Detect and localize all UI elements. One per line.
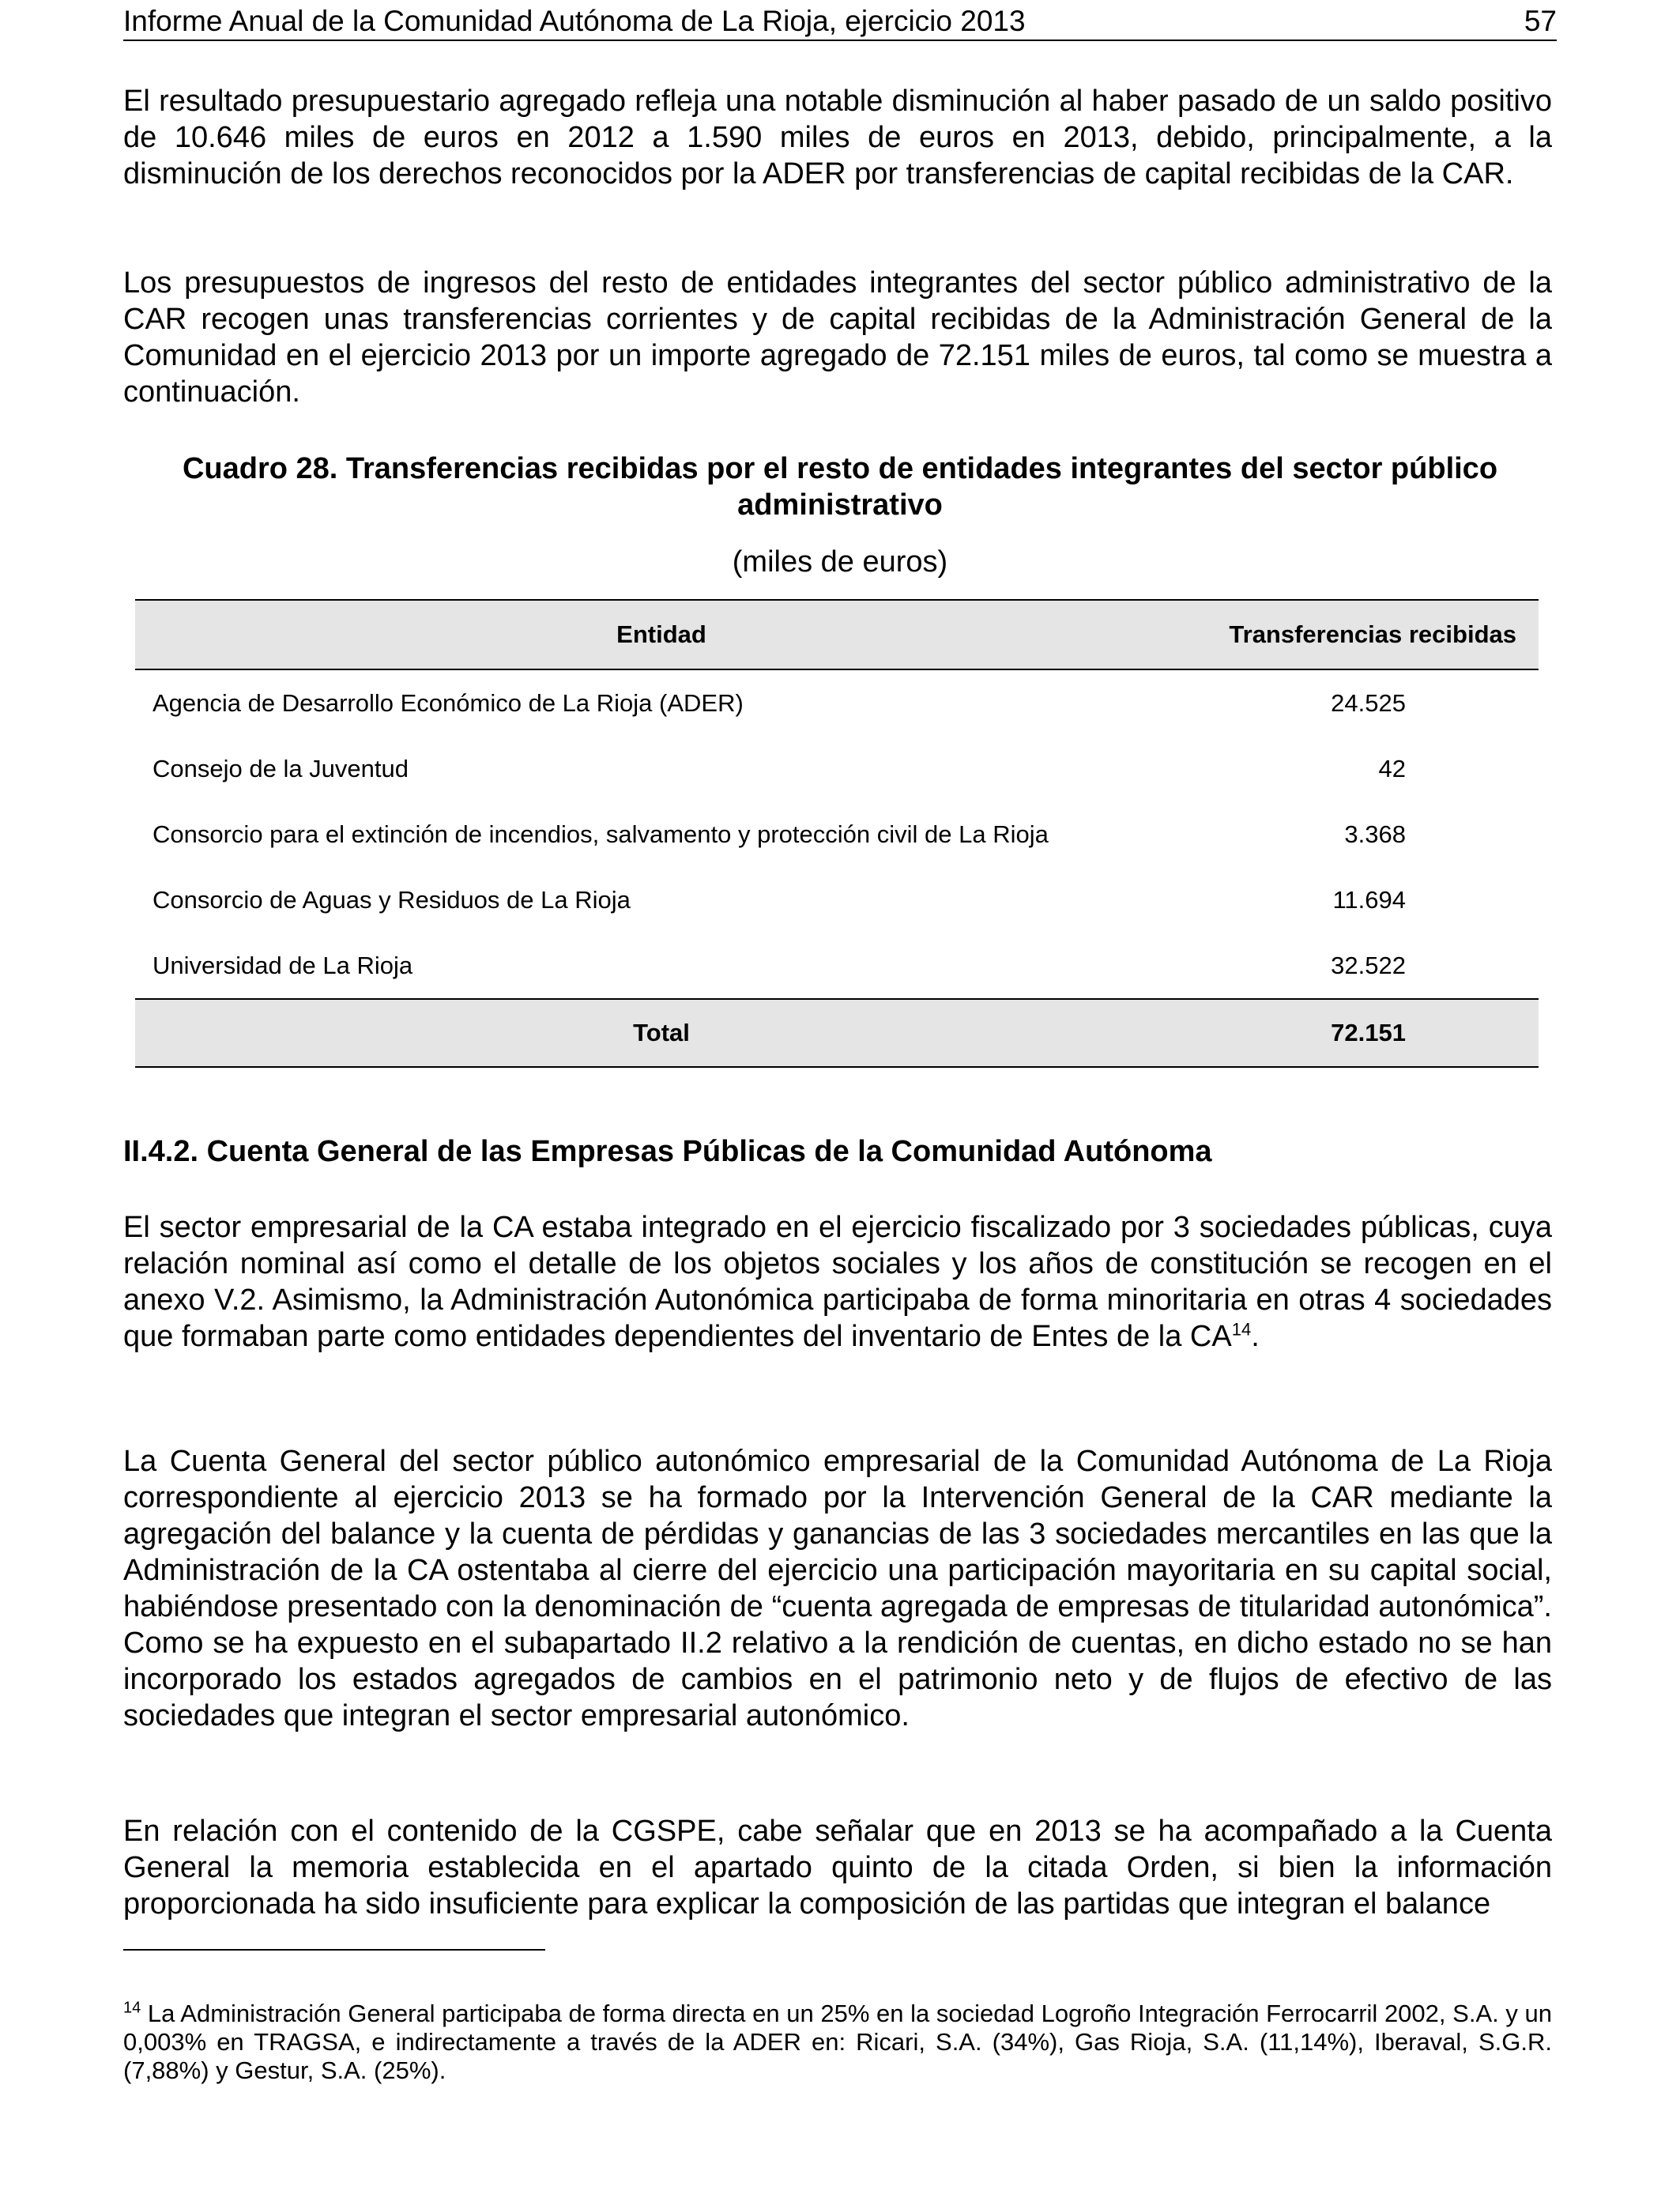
page-header <box>123 2 1557 41</box>
paragraph-text: El sector empresarial de la CA estaba integrado en el ejercicio fiscalizado por 3 sociedades públicas, cuya relación nominal así como el detalle de los objetos sociales y los años de constitución se recogen en el anexo V.2. Asimismo, la Administración Autonómica participaba de forma minoritaria en otras 4 sociedades que formaban parte como entidades dependientes del inventario de Entes de la CA <box>123 1211 1552 1353</box>
transfer-value: 11.694 <box>1332 885 1406 914</box>
paragraph-transfers-intro: Los presupuestos de ingresos del resto de entidades integrantes del sector público administrativo de la CAR recogen unas transferencias corrientes y de capital recibidas de la Administración General de la Comunidad en el ejercicio 2013 por un importe agregado de 72.151 miles de euros, tal como se muestra a continuación. <box>123 266 1552 409</box>
total-value: 72.151 <box>1188 999 1539 1067</box>
transfer-value: 3.368 <box>1344 820 1406 848</box>
table-total-row <box>135 999 1539 1067</box>
footnote-text: La Administración General participaba de forma directa en un 25% en la sociedad Logroño Integración Ferrocarril 2002, S.A. y un 0,003% en TRAGSA, e indirectamente a través de la ADER en: Ricari, S.A. (34%), Gas Rioja, S.A. (11,14%), Iberaval, S.G.R. (7,88%) y Gestur, S.A. (25%). <box>123 2000 1552 2084</box>
table-row <box>135 867 1539 933</box>
transfer-value: 32.522 <box>1331 951 1406 979</box>
table-row <box>135 669 1539 736</box>
paragraph-business-sector <box>123 1209 1552 1355</box>
transfer-value: 42 <box>1378 754 1406 782</box>
footnote-number: 14 <box>123 1999 141 2017</box>
paragraph-end: . <box>1251 1320 1260 1353</box>
entity-name: Universidad de La Rioja <box>153 951 413 979</box>
table-row <box>135 933 1539 999</box>
table-header-row <box>135 600 1539 669</box>
footnote <box>123 2000 1552 2085</box>
table-units: (miles de euros) <box>732 545 948 579</box>
entity-name: Consorcio de Aguas y Residuos de La Rioja <box>153 885 631 914</box>
entity-name: Consorcio para el extinción de incendios, salvamento y protección civil de La Rioja <box>153 820 1049 848</box>
column-header-entity: Entidad <box>135 600 1188 669</box>
footnote-divider <box>123 1949 545 1951</box>
entity-name: Consejo de la Juventud <box>153 754 409 782</box>
page-number: 57 <box>1524 5 1557 37</box>
footnote-reference[interactable]: 14 <box>1231 1319 1252 1340</box>
paragraph-budget-result: El resultado presupuestario agregado refleja una notable disminución al haber pasado de un saldo positivo de 10.646 miles de euros en 2012 a 1.590 miles de euros en 2013, debido, principalmente, a la disminución de los derechos reconocidos por la ADER por transferencias de capital recibidas de la CAR. <box>123 85 1552 190</box>
transfers-table <box>135 599 1539 1068</box>
paragraph-general-account: La Cuenta General del sector público autonómico empresarial de la Comunidad Autónoma de La Rioja correspondiente al ejercicio 2013 se ha formado por la Intervención General de la CAR mediante la agregación del balance y la cuenta de pérdidas y ganancias de las 3 sociedades mercantiles en las que la Administración de la CA ostentaba al cierre del ejercicio una participación mayoritaria en su capital social, habiéndose presentado con la denominación de “cuenta agregada de empresas de titularidad autonómica”. Como se ha expuesto en el subapartado II.2 relativo a la rendición de cuentas, en dicho estado no se han incorporado los estados agregados de cambios en el patrimonio neto y de flujos de efectivo de las sociedades que integran el sector empresarial autonómico. <box>123 1445 1552 1732</box>
entity-name: Agencia de Desarrollo Económico de La Rioja (ADER) <box>153 688 744 717</box>
column-header-transfers: Transferencias recibidas <box>1188 600 1539 669</box>
table-caption: Cuadro 28. Transferencias recibidas por el resto de entidades integrantes del sector público administrativo <box>182 452 1498 522</box>
table-row <box>135 736 1539 801</box>
paragraph-cgspe: En relación con el contenido de la CGSPE, cabe señalar que en 2013 se ha acompañado a la Cuenta General la memoria establecida en el apartado quinto de la citada Orden, si bien la información proporcionada ha sido insuficiente para explicar la composición de las partidas que integran el balance <box>123 1815 1552 1921</box>
transfer-value: 24.525 <box>1331 688 1406 717</box>
header-title: Informe Anual de la Comunidad Autónoma de La Rioja, ejercicio 2013 <box>123 5 1026 37</box>
section-heading: II.4.2. Cuenta General de las Empresas Públicas de la Comunidad Autónoma <box>123 1135 1212 1168</box>
table-row <box>135 801 1539 867</box>
total-label: Total <box>135 999 1188 1067</box>
